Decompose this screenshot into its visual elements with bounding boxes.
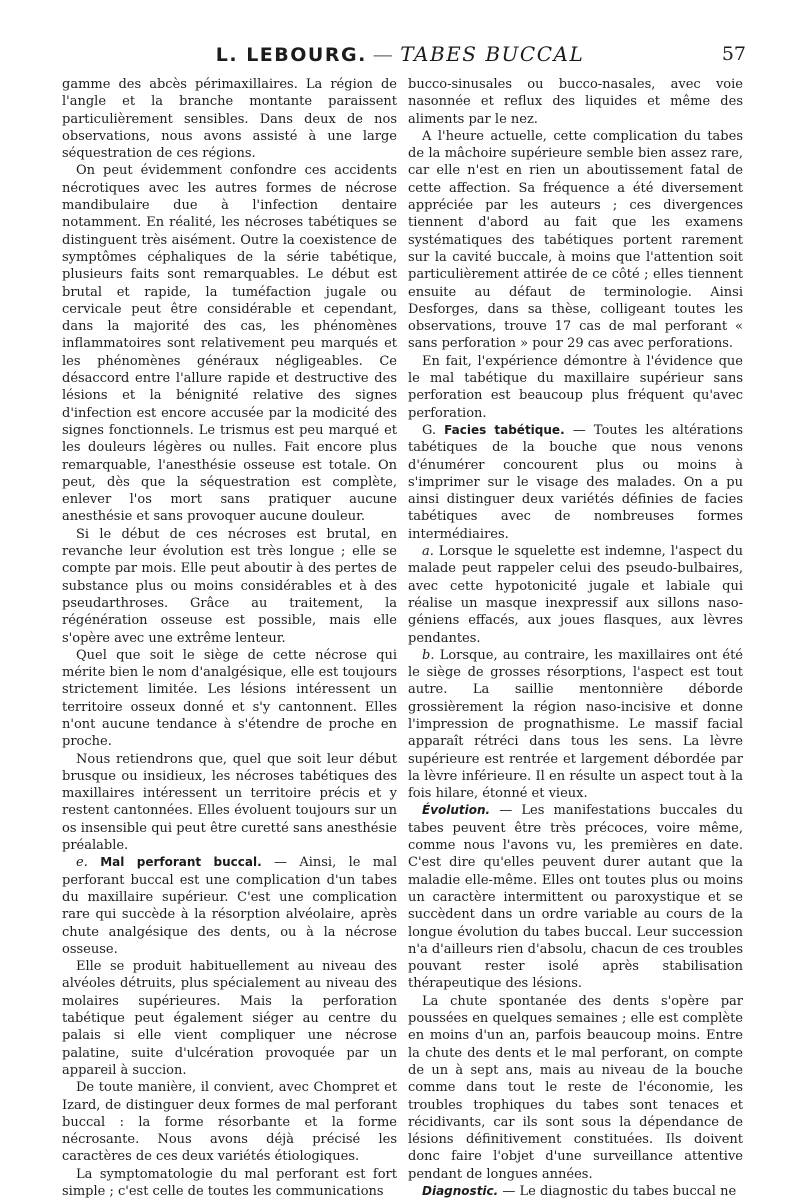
header-author: L. LEBOURG.: [215, 44, 367, 66]
section-paragraph: [408, 422, 743, 543]
header-title: TABES BUCCAL: [400, 42, 585, 66]
paragraph: Si le début de ces nécroses est brutal, en revanche leur évolution est très longue ; elle se compte par mois. Elle peut aboutir à des pertes de substance plus ou moins considérables et à des pseudarthroses. Grâce au traitement, la régénération osseuse est possible, mais elle s'opère avec une extrême lenteur.: [62, 526, 397, 646]
paragraph-text: — Les manifestations buccales du tabes peuvent être très précoces, voire même, comme nous l'avons vu, les premières en date. C'est dire qu'elles peuvent durer autant que la maladie elle-même. Elles ont toutes plus ou moins un caractère intermittent ou paroxystique et se succèdent dans un ordre variable au cours de la longue évolution du tabes buccal. Leur succession n'a d'ailleurs rien d'absolu, chacun de ces troubles pouvant rester isolé après stabilisation thérapeutique des lésions.: [408, 803, 743, 992]
running-head: [62, 38, 746, 70]
paragraph: bucco-sinusales ou bucco-nasales, avec voie nasonnée et reflux des liquides et même des aliments par le nez.: [408, 77, 743, 127]
paragraph: En fait, l'expérience démontre à l'évidence que le mal tabétique du maxillaire supérieur sans perforation est beaucoup plus fréquent qu'avec perforation.: [408, 353, 743, 421]
paragraph: Nous retiendrons que, quel que soit leur début brusque ou insidieux, les nécroses tabétiques des maxillaires intéressent un territoire précis et y restent cantonnées. Elles évoluent toujours sur un os insensible qui peut être curetté sans anesthésie préalable.: [62, 751, 397, 854]
list-paragraph: [408, 543, 743, 647]
paragraph: La symptomatologie du mal perforant est fort simple ; c'est celle de toutes les communications: [62, 1166, 397, 1199]
section-paragraph: [408, 1183, 743, 1200]
list-letter: b.: [422, 647, 435, 663]
paragraph-text: — Toutes les altérations tabétiques de la bouche que nous venons d'énumérer concourent plus ou moins à s'imprimer sur le visage des malades. On a pu ainsi distinguer deux variétés définies de facies tabétiques avec de nombreuses formes intermédiaires.: [408, 422, 743, 542]
paragraph-text: — Le diagnostic du tabes buccal ne: [498, 1184, 737, 1199]
left-column: [62, 76, 397, 1200]
section-heading: Mal perforant buccal.: [100, 855, 262, 870]
paragraph: Elle se produit habituellement au niveau des alvéoles détruits, plus spécialement au niveau des molaires supérieures. Mais la perforation tabétique peut également siéger au centre du palais si elle vient compliquer une nécrose palatine, suite d'ulcération provoquée par un appareil à succion.: [62, 959, 397, 1078]
section-heading: Diagnostic.: [422, 1184, 499, 1198]
paragraph: On peut évidemment confondre ces accidents nécrotiques avec les autres formes de nécrose mandibulaire due à l'infection dentaire notamment. En réalité, les nécroses tabétiques se distinguent très aisément. Outre la coexistence de symptômes céphaliques de la série tabétique, plusieurs faits sont remarquables. Le début est brutal et rapide, la tuméfaction jugale ou cervicale peut être considérable et cependant, dans la majorité des cas, les phénomènes inflammatoires sont relativement peu marqués et les phénomènes généraux négligeables. Ce désaccord entre l'allure rapide et destructive des lésions et la bénignité relative des signes d'infection est encore accusée par la modicité des signes fonctionnels. Le trismus est peu marqué et les douleurs légères ou nulles. Fait encore plus remarquable, l'anesthésie osseuse est totale. On peut, dès que la séquestration est complète, enlever l'os mort sans pratiquer aucune anesthésie et sans provoquer aucune douleur.: [62, 163, 397, 525]
paragraph: De toute manière, il convient, avec Chompret et Izard, de distinguer deux formes de mal perforant buccal : la forme résorbante et la forme nécrosante. Nous avons déjà précisé les caractères de ces deux variétés étiologiques.: [62, 1080, 397, 1165]
paragraph-text: — Ainsi, le mal perforant buccal est une complication d'un tabes du maxillaire supérieur. C'est une complication rare qui succède à la résorption alvéolaire, après chute analgésique des dents, ou à la nécrose osseuse.: [62, 855, 398, 957]
section-paragraph: [408, 802, 743, 992]
section-letter: e.: [76, 855, 88, 871]
section-letter: G.: [422, 422, 437, 438]
paragraph-text: Lorsque, au contraire, les maxillaires ont été le siège de grosses résorptions, l'aspect est tout autre. La saillie mentonnière déborde grossièrement la région naso-incisive et donne l'impression de prognathisme. Le massif facial apparaît rétréci dans tous les sens. La lèvre supérieure est rentrée et largement débordée par la lèvre inférieure. Il en résulte un aspect tout à la fois hilare, étonné et vieux.: [408, 647, 743, 802]
section-paragraph: [62, 854, 397, 958]
running-title: [62, 38, 738, 71]
page-number: 57: [721, 43, 746, 65]
right-column: [408, 76, 743, 1200]
section-heading: Facies tabétique.: [444, 422, 565, 437]
paragraph: gamme des abcès périmaxillaires. La région de l'angle et la branche montante paraissent particulièrement sensibles. Dans deux de nos observations, nous avons assisté à une large séquestration de ces régions.: [62, 77, 397, 162]
list-paragraph: [408, 647, 743, 803]
list-letter: a.: [422, 544, 434, 560]
paragraph: Quel que soit le siège de cette nécrose qui mérite bien le nom d'analgésique, elle est toujours strictement limitée. Les lésions intéressent un territoire osseux donné et s'y cantonnent. Elles n'ont aucune tendance à s'étendre de proche en proche.: [62, 647, 397, 750]
paragraph-text: Lorsque le squelette est indemne, l'aspect du malade peut rappeler celui des pseudo-bulbaires, avec cette hypotonicité jugale et labiale qui réalise un masque inexpressif aux sillons naso-géniens effacés, aux joues flasques, aux lèvres pendantes.: [408, 544, 743, 646]
paragraph: La chute spontanée des dents s'opère par poussées en quelques semaines ; elle est complète en moins d'un an, parfois beaucoup moins. Entre la chute des dents et le mal perforant, on compte de un à sept ans, mais au niveau de la bouche comme dans tout le reste de l'économie, les troubles trophiques du tabes sont tenaces et récidivants, car ils sont sous la dépendance de lésions définitivement constituées. Ils doivent donc faire l'objet d'une surveillance attentive pendant de longues années.: [408, 993, 743, 1182]
section-heading: Évolution.: [422, 803, 491, 818]
header-separator: —: [372, 42, 395, 66]
paragraph: A l'heure actuelle, cette complication du tabes de la mâchoire supérieure semble bien assez rare, car elle n'est en rien un aboutissement fatal de cette affection. Sa fréquence a été diversement appréciée par les auteurs ; ces divergences tiennent d'abord au fait que les examens systématiques des tabétiques portent rarement sur la cavité buccale, à moins que l'attention soit particulièrement attirée de ce côté ; elles tiennent ensuite au défaut de terminologie. Ainsi Desforges, dans sa thèse, colligeant toutes les observations, trouve 17 cas de mal perforant « sans perforation » pour 29 cas avec perforations.: [408, 128, 743, 352]
